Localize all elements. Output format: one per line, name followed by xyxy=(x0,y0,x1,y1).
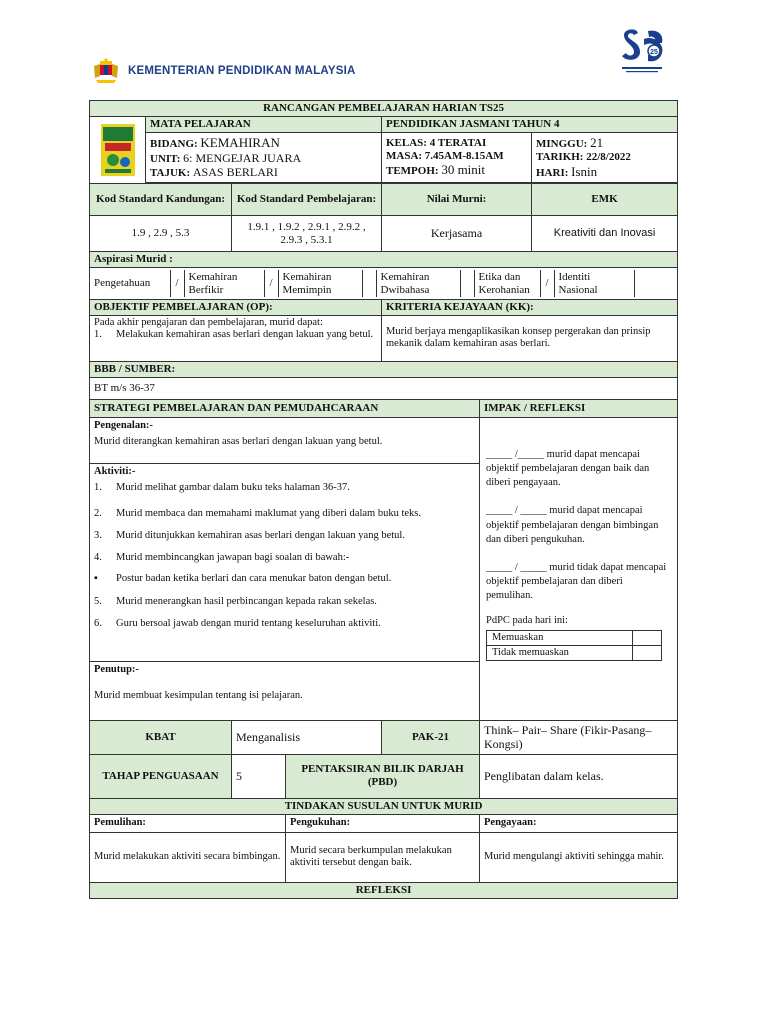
tempoh-value: 30 minit xyxy=(441,162,486,178)
aktiviti-section xyxy=(90,464,479,662)
tahap-value: 5 xyxy=(232,754,286,798)
aspirasi-mark xyxy=(460,270,474,298)
aspirasi-mark: / xyxy=(264,270,278,298)
mata-pelajaran-label: MATA PELAJARAN xyxy=(146,117,382,133)
kod-sk-label: Kod Standard Kandungan: xyxy=(90,184,232,216)
tempoh-label: TEMPOH: xyxy=(386,165,439,178)
document-title: RANCANGAN PEMBELAJARAN HARIAN TS25 xyxy=(90,101,678,117)
aspirasi-item: Kemahiran Memimpin xyxy=(278,270,362,298)
minggu-value: 21 xyxy=(590,135,604,151)
aspirasi-label: Aspirasi Murid : xyxy=(90,252,678,268)
aktiviti-step: 2. Murid membaca dan memahami maklumat yang diberi dalam buku teks. xyxy=(94,508,421,520)
pengenalan-section xyxy=(90,418,479,464)
aspirasi-item: Kemahiran Dwibahasa xyxy=(376,270,460,298)
pengenalan-label: Pengenalan:- xyxy=(94,419,153,431)
pdpc-label: PdPC pada hari ini: xyxy=(486,615,568,627)
objektif-body xyxy=(90,315,382,361)
pengukuhan-label: Pengukuhan: xyxy=(286,814,480,832)
aspirasi-item: Identiti Nasional xyxy=(554,270,634,298)
unit-label: UNIT: xyxy=(150,152,181,165)
aspirasi-table xyxy=(90,270,677,298)
aktiviti-steps xyxy=(94,482,475,629)
ministry-name: KEMENTERIAN PENDIDIKAN MALAYSIA xyxy=(128,65,356,77)
nilai-label: Nilai Murni: xyxy=(382,184,532,216)
kriteria-label: KRITERIA KEJAYAAN (KK): xyxy=(382,300,678,316)
textbook-cover xyxy=(90,117,146,184)
impak-body xyxy=(480,417,678,720)
tajuk-label: TAJUK: xyxy=(150,167,191,180)
aspirasi-row xyxy=(90,268,678,300)
pdpc-checkbox[interactable] xyxy=(633,645,662,660)
strategi-label: STRATEGI PEMBELAJARAN DAN PEMUDAHCARAAN xyxy=(90,399,480,417)
bidang-unit-tajuk xyxy=(146,133,382,183)
tajuk-value: ASAS BERLARI xyxy=(192,165,278,180)
kbat-label: KBAT xyxy=(90,720,232,754)
pdpc-table xyxy=(486,630,662,661)
pak21-label: PAK-21 xyxy=(382,720,480,754)
aktiviti-step: 5. Murid menerangkan hasil perbincangan kepada rakan sekelas. xyxy=(94,595,377,607)
impak-line-pengayaan: _____ /_____ murid dapat mencapai objektif pembelajaran dengan baik dan diberi pengayaan. xyxy=(486,448,650,489)
objektif-item-number: 1. xyxy=(94,329,102,341)
pemulihan-label: Pemulihan: xyxy=(90,814,286,832)
aktiviti-step: 1. Murid melihat gambar dalam buku teks halaman 36-37. xyxy=(94,482,350,494)
ts25-logo-icon xyxy=(618,25,666,77)
aktiviti-label: Aktiviti:- xyxy=(94,465,136,477)
pdpc-option: Memuaskan xyxy=(487,630,633,645)
pbd-label: PENTAKSIRAN BILIK DARJAH (PBD) xyxy=(286,754,480,798)
aspirasi-mark: / xyxy=(170,270,184,298)
lesson-plan-table xyxy=(89,100,678,899)
tarikh: TARIKH: 22/8/2022 xyxy=(536,151,631,164)
lesson-plan xyxy=(89,100,677,899)
pengenalan-text: Murid diterangkan kemahiran asas berlari dengan lakuan yang betul. xyxy=(94,436,383,448)
strategi-body xyxy=(90,417,480,720)
pbd-value: Penglibatan dalam kelas. xyxy=(480,754,678,798)
aspirasi-item: Etika dan Kerohanian xyxy=(474,270,540,298)
minggu-label: MINGGU: xyxy=(536,138,588,151)
kelas: KELAS: 4 TERATAI xyxy=(386,136,487,149)
tahap-label: TAHAP PENGUASAAN xyxy=(90,754,232,798)
objektif-item: Melakukan kemahiran asas berlari dengan lakuan yang betul. xyxy=(116,329,374,341)
aspirasi-mark xyxy=(362,270,376,298)
malaysia-crest-icon xyxy=(92,58,120,84)
kbat-value: Menganalisis xyxy=(232,720,382,754)
pdpc-checkbox[interactable] xyxy=(633,630,662,645)
bidang-value: KEMAHIRAN xyxy=(200,134,280,150)
pengayaan-text: Murid mengulangi aktiviti sehingga mahir. xyxy=(480,832,678,882)
kelas-masa-tempoh xyxy=(382,133,532,183)
emk-value: Kreativiti dan Inovasi xyxy=(532,216,678,252)
bbb-value: BT m/s 36-37 xyxy=(90,377,678,399)
bbb-label: BBB / SUMBER: xyxy=(90,361,678,377)
aspirasi-item: Kemahiran Berfikir xyxy=(184,270,264,298)
objektif-intro: Pada akhir pengajaran dan pembelajaran, murid dapat: xyxy=(94,316,323,328)
mata-pelajaran-value: PENDIDIKAN JASMANI TAHUN 4 xyxy=(382,117,678,133)
pemulihan-text: Murid melakukan aktiviti secara bimbingan. xyxy=(90,832,286,882)
kriteria-text: Murid berjaya mengaplikasikan konsep pergerakan dan prinsip mekanik dalam kemahiran asas berlari. xyxy=(382,315,678,361)
aktiviti-sub-point: ▪ Postur badan ketika berlari dan cara menukar baton dengan betul. xyxy=(94,573,392,585)
aktiviti-step: 3. Murid ditunjukkan kemahiran asas berlari dengan lakuan yang betul. xyxy=(94,530,405,542)
emk-label: EMK xyxy=(532,184,678,216)
impak-label: IMPAK / REFLEKSI xyxy=(480,399,678,417)
textbook-cover-icon xyxy=(101,124,135,176)
pengayaan-label: Pengayaan: xyxy=(480,814,678,832)
penutup-label: Penutup:- xyxy=(94,663,139,675)
aktiviti-step: 4. Murid membincangkan jawapan bagi soalan di bawah:- xyxy=(94,552,350,564)
nilai-value: Kerjasama xyxy=(382,216,532,252)
unit-value: 6: MENGEJAR JUARA xyxy=(183,150,302,165)
tindakan-label: TINDAKAN SUSULAN UNTUK MURID xyxy=(90,798,678,814)
impak-line-pengukuhan: _____ / _____ murid dapat mencapai objektif pembelajaran dengan bimbingan dan diberi pengukuhan. xyxy=(486,505,659,545)
kod-sp-label: Kod Standard Pembelajaran: xyxy=(232,184,382,216)
aspirasi-mark xyxy=(634,270,677,298)
aspirasi-item: Pengetahuan xyxy=(90,270,170,298)
objektif-label: OBJEKTIF PEMBELAJARAN (OP): xyxy=(90,300,382,316)
hari-label: HARI: xyxy=(536,166,569,179)
pak21-value: Think– Pair– Share (Fikir-Pasang– Kongsi) xyxy=(480,720,678,754)
svg-text:25: 25 xyxy=(650,49,658,56)
aktiviti-step: 6. Guru bersoal jawab dengan murid tentang keseluruhan aktiviti. xyxy=(94,617,381,629)
penutup-text: Murid membuat kesimpulan tentang isi pelajaran. xyxy=(94,690,303,702)
bidang-label: BIDANG: xyxy=(150,137,198,150)
kod-sp-value: 1.9.1 , 1.9.2 , 2.9.1 , 2.9.2 , 2.9.3 , 5.3.1 xyxy=(232,216,382,252)
refleksi-label: REFLEKSI xyxy=(90,882,678,898)
pengukuhan-text: Murid secara berkumpulan melakukan aktiviti tersebut dengan baik. xyxy=(286,832,480,882)
masa: MASA: 7.45AM-8.15AM xyxy=(386,149,504,162)
aspirasi-mark: / xyxy=(540,270,554,298)
kod-sk-value: 1.9 , 2.9 , 5.3 xyxy=(90,216,232,252)
ministry-header xyxy=(92,58,356,84)
pdpc-option: Tidak memuaskan xyxy=(487,645,633,660)
penutup-section xyxy=(90,662,479,720)
hari-value: Isnin xyxy=(571,163,598,179)
impak-line-pemulihan: _____ / _____ murid tidak dapat mencapai objektif pembelajaran dan diberi pemulihan. xyxy=(486,561,667,602)
minggu-tarikh-hari xyxy=(532,133,678,183)
bullet-icon: ▪ xyxy=(94,573,98,585)
